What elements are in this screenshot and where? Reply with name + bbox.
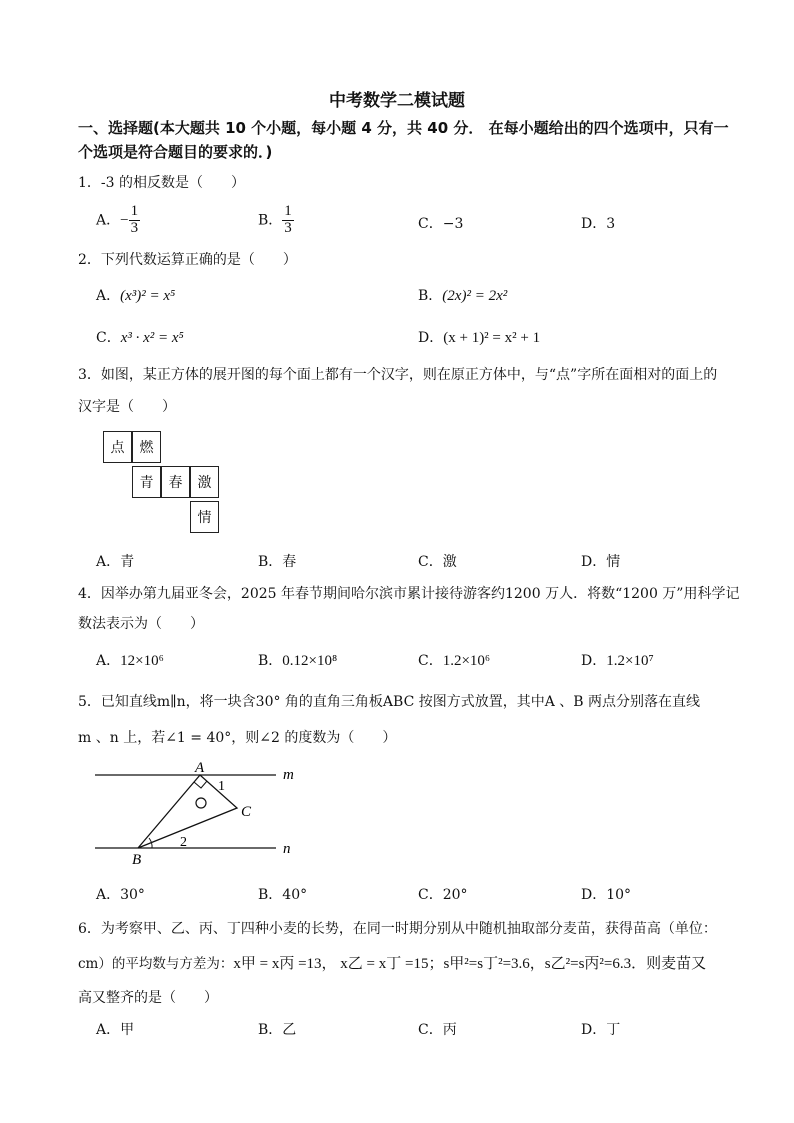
q1-stem: 1．-3 的相反数是（ ） xyxy=(78,175,245,191)
label-m: m xyxy=(283,767,294,783)
net-cell-1: 点 xyxy=(103,431,132,463)
q4-option-d: D．1.2×10⁷ xyxy=(581,653,654,669)
q3-option-c: C．激 xyxy=(418,554,457,570)
label-b: B xyxy=(132,852,142,868)
q4-option-b: B．0.12×10⁸ xyxy=(258,653,338,669)
q4-stem-line2: 数法表示为（ ） xyxy=(78,616,204,632)
q4-option-c: C．1.2×10⁶ xyxy=(418,653,491,669)
q1-option-a: A．− $\frac{1}{3}$ xyxy=(96,203,139,236)
right-angle-mark xyxy=(194,781,207,788)
q2-option-a: A．(x³)² = x⁵ xyxy=(96,288,176,304)
q2-option-b: B．(2x)² = 2x² xyxy=(418,288,508,304)
q3-option-b: B．春 xyxy=(258,554,297,570)
q6-option-b: B．乙 xyxy=(258,1022,297,1038)
q2-stem: 2．下列代数运算正确的是（ ） xyxy=(78,252,297,268)
label-a: A xyxy=(195,760,205,776)
q6-stem-line2: cm）的平均数与方差为：x甲 = x丙 =13， x乙 = x丁 =15；s甲²=s丁²=3.6，s乙²=s丙²=6.3．则麦苗又 xyxy=(78,956,707,972)
q5-option-b: B．40° xyxy=(258,887,308,903)
q3-stem-line2: 汉字是（ ） xyxy=(78,399,176,415)
q5-option-c: C．20° xyxy=(418,887,468,903)
net-cell-6: 情 xyxy=(190,501,219,533)
label-n: n xyxy=(283,841,291,857)
q1-option-d: D．3 xyxy=(581,216,616,232)
triangle-figure xyxy=(90,758,310,868)
net-cell-5: 激 xyxy=(190,466,219,498)
q2-option-d: D．(x + 1)² = x² + 1 xyxy=(418,330,541,346)
label-angle-1: 1 xyxy=(218,779,225,794)
label-angle-2: 2 xyxy=(180,835,187,850)
q5-stem-line2: m 、n 上，若∠1 = 40°，则∠2 的度数为（ ） xyxy=(78,730,397,746)
q1-option-b: B． $\frac{1}{3}$ xyxy=(258,203,292,236)
q2-option-c: C．x³ · x² = x⁵ xyxy=(96,330,184,346)
q6-option-a: A．甲 xyxy=(96,1022,135,1038)
q4-option-a: A．12×10⁶ xyxy=(96,653,164,669)
q5-option-d: D．10° xyxy=(581,887,632,903)
q1-option-c: C．−3 xyxy=(418,216,464,232)
q6-stem-line3: 高又整齐的是（ ） xyxy=(78,990,218,1006)
q5-stem-line1: 5．已知直线m∥n，将一块含30° 角的直角三角板ABC 按图方式放置，其中A 、B 两点分别落在直线 xyxy=(78,694,701,710)
q3-option-a: A．青 xyxy=(96,554,135,570)
q6-option-d: D．丁 xyxy=(581,1022,621,1038)
net-cell-2: 燃 xyxy=(132,431,161,463)
q6-stem-line1: 6．为考察甲、乙、丙、丁四种小麦的长势，在同一时期分别从中随机抽取部分麦苗，获得苗高（单位： xyxy=(78,921,717,937)
label-c: C xyxy=(241,804,252,820)
q4-stem-line1: 4．因举办第九届亚冬会，2025 年春节期间哈尔滨市累计接待游客约1200 万人．将数“1200 万”用科学记 xyxy=(78,586,740,602)
section-heading-line2: 个选项是符合题目的要求的．) xyxy=(78,143,273,161)
triangle-hole xyxy=(196,798,206,808)
q3-option-d: D．情 xyxy=(581,554,621,570)
q3-stem-line1: 3．如图，某正方体的展开图的每个面上都有一个汉字，则在原正方体中，与“点”字所在面相对的面上的 xyxy=(78,367,718,383)
net-cell-3: 青 xyxy=(132,466,161,498)
section-heading-line1: 一、选择题(本大题共 10 个小题，每小题 4 分，共 40 分． 在每小题给出的四个选项中，只有一 xyxy=(78,119,729,137)
q5-option-a: A．30° xyxy=(96,887,145,903)
q6-option-c: C．丙 xyxy=(418,1022,457,1038)
net-cell-4: 春 xyxy=(161,466,190,498)
page-title: 中考数学二模试题 xyxy=(329,91,465,111)
